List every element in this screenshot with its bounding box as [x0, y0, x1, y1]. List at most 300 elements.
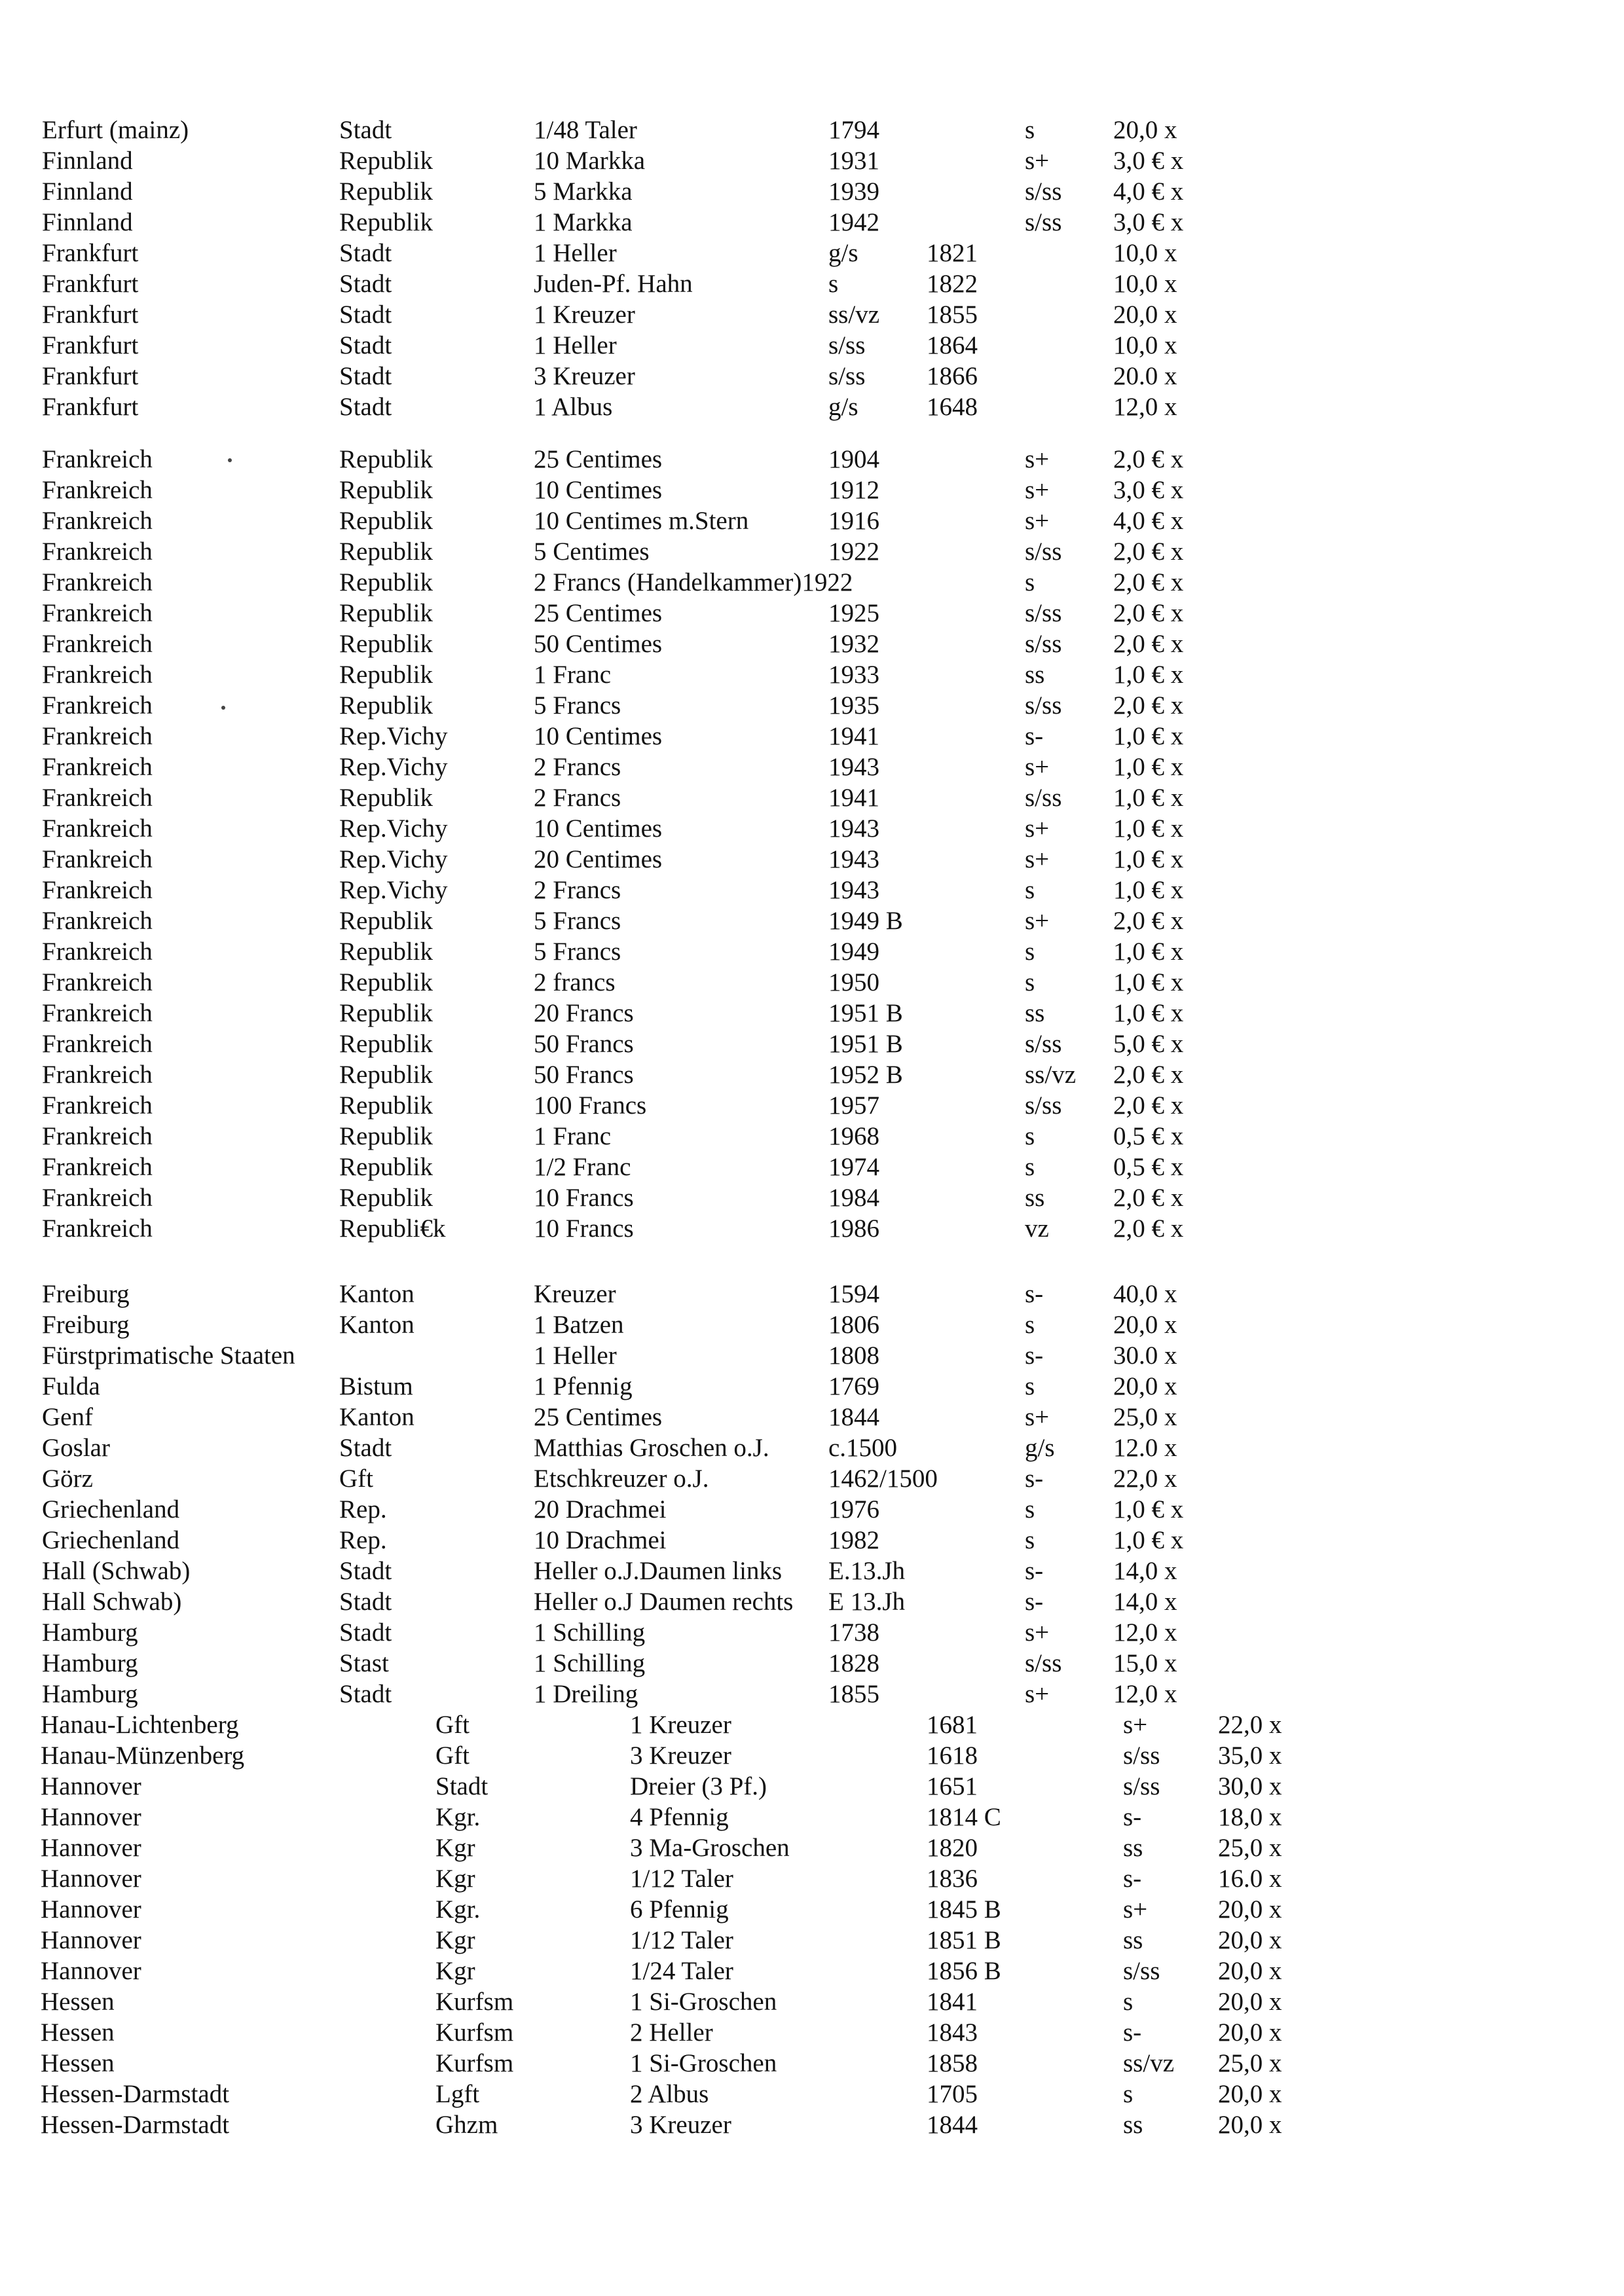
row-region: Frankreich — [42, 507, 153, 535]
row-region: Hessen-Darmstadt — [41, 2080, 230, 2108]
row-col4: 1925 — [828, 599, 879, 627]
row-authority: Kanton — [339, 1403, 415, 1431]
row-region: Finnland — [42, 208, 133, 236]
row-authority: Republik — [339, 445, 433, 473]
list-item — [0, 1771, 1624, 1802]
row-region: Hall Schwab) — [42, 1588, 182, 1616]
row-price: 20,0 x — [1218, 1926, 1282, 1954]
row-col4: 1769 — [828, 1372, 879, 1400]
list-item — [0, 1986, 1624, 2018]
row-col4: 1952 B — [828, 1061, 903, 1089]
row-price: 20,0 x — [1218, 2111, 1282, 2139]
row-denomination: 1 Dreiling — [534, 1680, 638, 1708]
row-denomination: 1 Kreuzer — [534, 301, 635, 329]
row-region: Griechenland — [42, 1495, 180, 1523]
row-authority: Republik — [339, 1061, 433, 1089]
row-col4: 1941 — [828, 784, 879, 812]
row-denomination: 25 Centimes — [534, 445, 663, 473]
row-col4: 1950 — [828, 968, 879, 996]
row-price: 2,0 € x — [1113, 599, 1184, 627]
row-col4: E.13.Jh — [828, 1557, 905, 1585]
row-grade: s+ — [1025, 814, 1050, 843]
list-item — [0, 392, 1624, 423]
row-grade: ss — [1025, 999, 1045, 1027]
row-price: 25,0 x — [1218, 1834, 1282, 1862]
list-item — [0, 1340, 1624, 1372]
row-price: 2,0 € x — [1113, 691, 1184, 720]
row-col4: 1820 — [927, 1834, 978, 1862]
list-item — [0, 567, 1624, 598]
row-denomination: 5 Francs — [534, 938, 621, 966]
row-price: 0,5 € x — [1113, 1153, 1184, 1181]
row-col4: 1904 — [828, 445, 879, 473]
row-region: Hanau-Lichtenberg — [41, 1711, 239, 1739]
list-item — [0, 1152, 1624, 1183]
list-item — [0, 721, 1624, 752]
row-grade: s/ss — [1025, 1091, 1062, 1120]
row-region: Goslar — [42, 1434, 110, 1462]
list-item — [0, 659, 1624, 691]
row-col4: s/ss — [828, 362, 866, 390]
row-denomination: 3 Kreuzer — [630, 1741, 731, 1770]
row-col4: 1651 — [927, 1772, 978, 1800]
row-grade: s — [1025, 1526, 1035, 1554]
row-authority: Republik — [339, 476, 433, 504]
row-denomination: 1/24 Taler — [630, 1957, 733, 1985]
row-denomination: 4 Pfennig — [630, 1803, 729, 1831]
scan-speck — [221, 706, 225, 710]
row-denomination: 1 Schilling — [534, 1618, 646, 1647]
row-grade: ss — [1025, 661, 1045, 689]
row-grade: s — [1025, 1311, 1035, 1339]
row-region: Frankreich — [42, 599, 153, 627]
row-authority: Rep. — [339, 1495, 387, 1523]
row-denomination: 1 Franc — [534, 661, 612, 689]
row-price: 5,0 € x — [1113, 1030, 1184, 1058]
list-item — [0, 1740, 1624, 1772]
row-region: Frankreich — [42, 753, 153, 781]
list-item — [0, 2079, 1624, 2110]
list-item — [0, 207, 1624, 238]
row-col4: 1844 — [927, 2111, 978, 2139]
row-grade: s/ss — [1025, 538, 1062, 566]
row-grade: s — [1025, 1495, 1035, 1523]
row-price: 3,0 € x — [1113, 147, 1184, 175]
row-authority: Kgr — [435, 1957, 475, 1985]
row-denomination: 2 Francs (Handelkammer)1922 — [534, 568, 853, 596]
row-region: Finnland — [42, 147, 133, 175]
row-denomination: Juden-Pf. Hahn — [534, 270, 693, 298]
row-authority: Republik — [339, 630, 433, 658]
list-item — [0, 598, 1624, 629]
row-region: Frankreich — [42, 445, 153, 473]
row-price: 1,0 € x — [1113, 661, 1184, 689]
row-col4: 1618 — [927, 1741, 978, 1770]
row-grade: s/ss — [1025, 177, 1062, 206]
row-col4: 1851 B — [927, 1926, 1001, 1954]
row-col4: g/s — [828, 239, 858, 267]
row-authority: Rep.Vichy — [339, 753, 448, 781]
list-item — [0, 330, 1624, 361]
row-denomination: 1 Heller — [534, 331, 617, 359]
row-authority: Republik — [339, 661, 433, 689]
list-item — [0, 1309, 1624, 1341]
row-authority: Stadt — [339, 1618, 392, 1647]
row-denomination: 25 Centimes — [534, 599, 663, 627]
row-price: 1,0 € x — [1113, 968, 1184, 996]
row-col4: 1858 — [927, 2049, 978, 2077]
row-region: Hamburg — [42, 1649, 138, 1677]
row-region: Freiburg — [42, 1311, 130, 1339]
row-grade: s- — [1123, 1803, 1142, 1831]
row-col4: 1982 — [828, 1526, 879, 1554]
row-grade: s+ — [1123, 1895, 1148, 1923]
row-col4: g/s — [828, 393, 858, 421]
row-price: 2,0 € x — [1113, 907, 1184, 935]
row-authority: Lgft — [435, 2080, 480, 2108]
row-col5: 1648 — [927, 393, 978, 421]
row-authority: Kurfsm — [435, 1988, 514, 2016]
row-col4: 1968 — [828, 1122, 879, 1150]
row-col4: 1931 — [828, 147, 879, 175]
list-item — [0, 1029, 1624, 1060]
row-grade: s/ss — [1123, 1741, 1160, 1770]
row-price: 16.0 x — [1218, 1865, 1282, 1893]
list-item — [0, 1863, 1624, 1895]
row-authority: Kanton — [339, 1311, 415, 1339]
row-col5: 1866 — [927, 362, 978, 390]
row-col4: 1949 B — [828, 907, 903, 935]
list-item — [0, 505, 1624, 537]
row-region: Hannover — [41, 1926, 141, 1954]
row-region: Hannover — [41, 1772, 141, 1800]
list-item — [0, 1617, 1624, 1649]
row-authority: Republik — [339, 1091, 433, 1120]
row-authority: Stadt — [339, 362, 392, 390]
row-price: 15,0 x — [1113, 1649, 1177, 1677]
row-grade: s+ — [1025, 845, 1050, 873]
row-region: Frankfurt — [42, 331, 139, 359]
row-col4: 1943 — [828, 814, 879, 843]
row-region: Frankfurt — [42, 393, 139, 421]
row-price: 3,0 € x — [1113, 476, 1184, 504]
list-item — [0, 1832, 1624, 1864]
row-grade: s- — [1025, 1280, 1044, 1308]
row-authority: Stadt — [339, 270, 392, 298]
row-region: Frankreich — [42, 1184, 153, 1212]
row-price: 10,0 x — [1113, 270, 1177, 298]
row-region: Frankfurt — [42, 270, 139, 298]
row-price: 1,0 € x — [1113, 784, 1184, 812]
row-authority: Republik — [339, 999, 433, 1027]
row-price: 20,0 x — [1218, 2018, 1282, 2047]
row-denomination: 20 Drachmei — [534, 1495, 667, 1523]
row-col4: 1951 B — [828, 999, 903, 1027]
row-region: Hessen — [41, 2018, 115, 2047]
row-authority: Kgr — [435, 1834, 475, 1862]
row-authority: Stadt — [339, 1588, 392, 1616]
row-authority: Ghzm — [435, 2111, 498, 2139]
list-item — [0, 1059, 1624, 1091]
row-denomination: 3 Kreuzer — [534, 362, 635, 390]
row-denomination: Dreier (3 Pf.) — [630, 1772, 767, 1800]
row-price: 2,0 € x — [1113, 445, 1184, 473]
row-authority: Republik — [339, 907, 433, 935]
row-authority: Republik — [339, 538, 433, 566]
row-denomination: 1 Heller — [534, 239, 617, 267]
list-item — [0, 1182, 1624, 1214]
row-price: 20,0 x — [1218, 1895, 1282, 1923]
row-denomination: Heller o.J Daumen rechts — [534, 1588, 794, 1616]
row-denomination: 1 Franc — [534, 1122, 612, 1150]
row-col4: 1845 B — [927, 1895, 1001, 1923]
row-denomination: Heller o.J.Daumen links — [534, 1557, 783, 1585]
row-price: 20,0 x — [1218, 1957, 1282, 1985]
row-authority: Stadt — [435, 1772, 489, 1800]
row-price: 18,0 x — [1218, 1803, 1282, 1831]
row-grade: s- — [1025, 1588, 1044, 1616]
row-authority: Republik — [339, 968, 433, 996]
row-grade: vz — [1025, 1214, 1049, 1243]
row-denomination: 2 Albus — [630, 2080, 709, 2108]
row-denomination: 1/48 Taler — [534, 116, 637, 144]
row-authority: Republik — [339, 177, 433, 206]
row-price: 2,0 € x — [1113, 1061, 1184, 1089]
row-grade: ss/vz — [1025, 1061, 1076, 1089]
row-authority: Stadt — [339, 239, 392, 267]
row-region: Hannover — [41, 1834, 141, 1862]
row-region: Frankreich — [42, 1061, 153, 1089]
row-region: Frankreich — [42, 1122, 153, 1150]
row-col4: 1843 — [927, 2018, 978, 2047]
row-denomination: 3 Ma-Groschen — [630, 1834, 790, 1862]
row-price: 2,0 € x — [1113, 630, 1184, 658]
row-grade: s+ — [1025, 1403, 1050, 1431]
row-denomination: 20 Francs — [534, 999, 634, 1027]
row-region: Hanau-Münzenberg — [41, 1741, 245, 1770]
row-denomination: 50 Francs — [534, 1061, 634, 1089]
row-region: Frankreich — [42, 630, 153, 658]
row-region: Frankreich — [42, 938, 153, 966]
row-grade: s+ — [1025, 147, 1050, 175]
row-grade: s+ — [1123, 1711, 1148, 1739]
row-authority: Kanton — [339, 1280, 415, 1308]
list-item — [0, 299, 1624, 331]
row-grade: s — [1025, 1372, 1035, 1400]
row-denomination: 2 Francs — [534, 753, 621, 781]
row-price: 30.0 x — [1113, 1341, 1177, 1370]
row-col4: 1856 B — [927, 1957, 1001, 1985]
list-item — [0, 1586, 1624, 1618]
row-region: Hessen — [41, 2049, 115, 2077]
row-authority: Gft — [435, 1711, 470, 1739]
row-denomination: 2 Francs — [534, 784, 621, 812]
row-grade: s+ — [1025, 1618, 1050, 1647]
row-grade: s- — [1025, 722, 1044, 750]
row-region: Fulda — [42, 1372, 100, 1400]
list-item — [0, 875, 1624, 906]
list-item — [0, 844, 1624, 875]
row-col4: 1808 — [828, 1341, 879, 1370]
row-authority: Rep.Vichy — [339, 845, 448, 873]
row-region: Frankreich — [42, 661, 153, 689]
row-price: 2,0 € x — [1113, 568, 1184, 596]
row-denomination: Etschkreuzer o.J. — [534, 1465, 709, 1493]
row-col4: 1935 — [828, 691, 879, 720]
row-grade: s+ — [1025, 753, 1050, 781]
list-item — [0, 1371, 1624, 1402]
row-grade: ss — [1025, 1184, 1045, 1212]
row-denomination: 10 Drachmei — [534, 1526, 667, 1554]
row-col5: 1864 — [927, 331, 978, 359]
row-authority: Gft — [435, 1741, 470, 1770]
row-denomination: 2 francs — [534, 968, 616, 996]
row-authority: Republik — [339, 147, 433, 175]
row-authority: Stadt — [339, 1434, 392, 1462]
row-region: Frankreich — [42, 999, 153, 1027]
row-price: 10,0 x — [1113, 239, 1177, 267]
row-grade: s — [1025, 938, 1035, 966]
row-price: 40,0 x — [1113, 1280, 1177, 1308]
row-region: Görz — [42, 1465, 93, 1493]
list-item — [0, 361, 1624, 392]
row-price: 25,0 x — [1113, 1403, 1177, 1431]
row-denomination: 50 Francs — [534, 1030, 634, 1058]
row-grade: s — [1025, 968, 1035, 996]
row-col4: 1951 B — [828, 1030, 903, 1058]
row-denomination: 3 Kreuzer — [630, 2111, 731, 2139]
row-price: 3,0 € x — [1113, 208, 1184, 236]
row-grade: s — [1123, 1988, 1134, 2016]
list-item — [0, 1925, 1624, 1956]
row-authority: Stadt — [339, 301, 392, 329]
row-grade: s — [1025, 1153, 1035, 1181]
row-authority: Kgr. — [435, 1895, 481, 1923]
row-col4: 1933 — [828, 661, 879, 689]
row-denomination: 1/12 Taler — [630, 1865, 733, 1893]
row-col4: ss/vz — [828, 301, 879, 329]
row-authority: Republik — [339, 1184, 433, 1212]
row-denomination: 25 Centimes — [534, 1403, 663, 1431]
row-denomination: 10 Francs — [534, 1184, 634, 1212]
row-region: Frankreich — [42, 691, 153, 720]
row-col4: 1738 — [828, 1618, 879, 1647]
row-grade: s+ — [1025, 907, 1050, 935]
row-grade: s- — [1025, 1557, 1044, 1585]
row-price: 20,0 x — [1218, 2080, 1282, 2108]
row-price: 1,0 € x — [1113, 814, 1184, 843]
row-price: 35,0 x — [1218, 1741, 1282, 1770]
row-authority: Republik — [339, 1122, 433, 1150]
row-price: 20.0 x — [1113, 362, 1177, 390]
list-item — [0, 690, 1624, 721]
row-col4: 1705 — [927, 2080, 978, 2108]
row-authority: Rep.Vichy — [339, 814, 448, 843]
row-col4: 1916 — [828, 507, 879, 535]
row-grade: s/ss — [1025, 208, 1062, 236]
row-denomination: 1/12 Taler — [630, 1926, 733, 1954]
row-authority: Stadt — [339, 116, 392, 144]
row-grade: s/ss — [1025, 691, 1062, 720]
list-item — [0, 444, 1624, 475]
list-item — [0, 2048, 1624, 2079]
row-region: Hannover — [41, 1865, 141, 1893]
list-item — [0, 1090, 1624, 1121]
row-col4: s — [828, 270, 839, 298]
row-region: Hannover — [41, 1895, 141, 1923]
row-region: Frankreich — [42, 568, 153, 596]
row-denomination: 2 Heller — [630, 2018, 713, 2047]
row-grade: s+ — [1025, 1680, 1050, 1708]
row-grade: s/ss — [1123, 1772, 1160, 1800]
row-price: 1,0 € x — [1113, 1526, 1184, 1554]
scan-speck — [228, 458, 232, 462]
row-denomination: 10 Markka — [534, 147, 646, 175]
row-col4: 1943 — [828, 845, 879, 873]
row-price: 1,0 € x — [1113, 876, 1184, 904]
row-authority: Republik — [339, 599, 433, 627]
row-col4: 1943 — [828, 876, 879, 904]
row-price: 4,0 € x — [1113, 177, 1184, 206]
row-region: Frankreich — [42, 907, 153, 935]
row-denomination: 5 Markka — [534, 177, 633, 206]
row-region: Frankreich — [42, 1153, 153, 1181]
list-item — [0, 145, 1624, 177]
row-price: 1,0 € x — [1113, 722, 1184, 750]
row-region: Frankreich — [42, 784, 153, 812]
list-item — [0, 1213, 1624, 1245]
row-denomination: 1 Heller — [534, 1341, 617, 1370]
row-col4: 1939 — [828, 177, 879, 206]
row-denomination: 10 Francs — [534, 1214, 634, 1243]
row-price: 20,0 x — [1113, 1311, 1177, 1339]
list-item — [0, 998, 1624, 1029]
row-region: Frankfurt — [42, 239, 139, 267]
list-item — [0, 1956, 1624, 1987]
row-region: Frankreich — [42, 722, 153, 750]
row-grade: ss — [1123, 2111, 1143, 2139]
row-authority: Rep.Vichy — [339, 722, 448, 750]
list-item — [0, 782, 1624, 814]
list-item — [0, 2017, 1624, 2049]
row-price: 30,0 x — [1218, 1772, 1282, 1800]
list-item — [0, 967, 1624, 998]
row-denomination: 10 Centimes — [534, 722, 663, 750]
row-region: Genf — [42, 1403, 93, 1431]
row-authority: Stadt — [339, 331, 392, 359]
row-col4: 1949 — [828, 938, 879, 966]
row-grade: s- — [1123, 1865, 1142, 1893]
row-region: Erfurt (mainz) — [42, 116, 189, 144]
list-item — [0, 936, 1624, 968]
row-grade: s/ss — [1025, 630, 1062, 658]
row-region: Griechenland — [42, 1526, 180, 1554]
row-grade: s- — [1025, 1465, 1044, 1493]
list-item — [0, 115, 1624, 146]
row-authority: Republik — [339, 691, 433, 720]
list-item — [0, 1121, 1624, 1152]
row-grade: ss — [1123, 1926, 1143, 1954]
row-authority: Republik — [339, 1030, 433, 1058]
row-col4: 1957 — [828, 1091, 879, 1120]
row-authority: Kgr. — [435, 1803, 481, 1831]
row-grade: s/ss — [1025, 784, 1062, 812]
row-price: 2,0 € x — [1113, 538, 1184, 566]
row-grade: s+ — [1025, 445, 1050, 473]
row-denomination: 1 Schilling — [534, 1649, 646, 1677]
row-region: Frankreich — [42, 968, 153, 996]
row-authority: Stast — [339, 1649, 389, 1677]
